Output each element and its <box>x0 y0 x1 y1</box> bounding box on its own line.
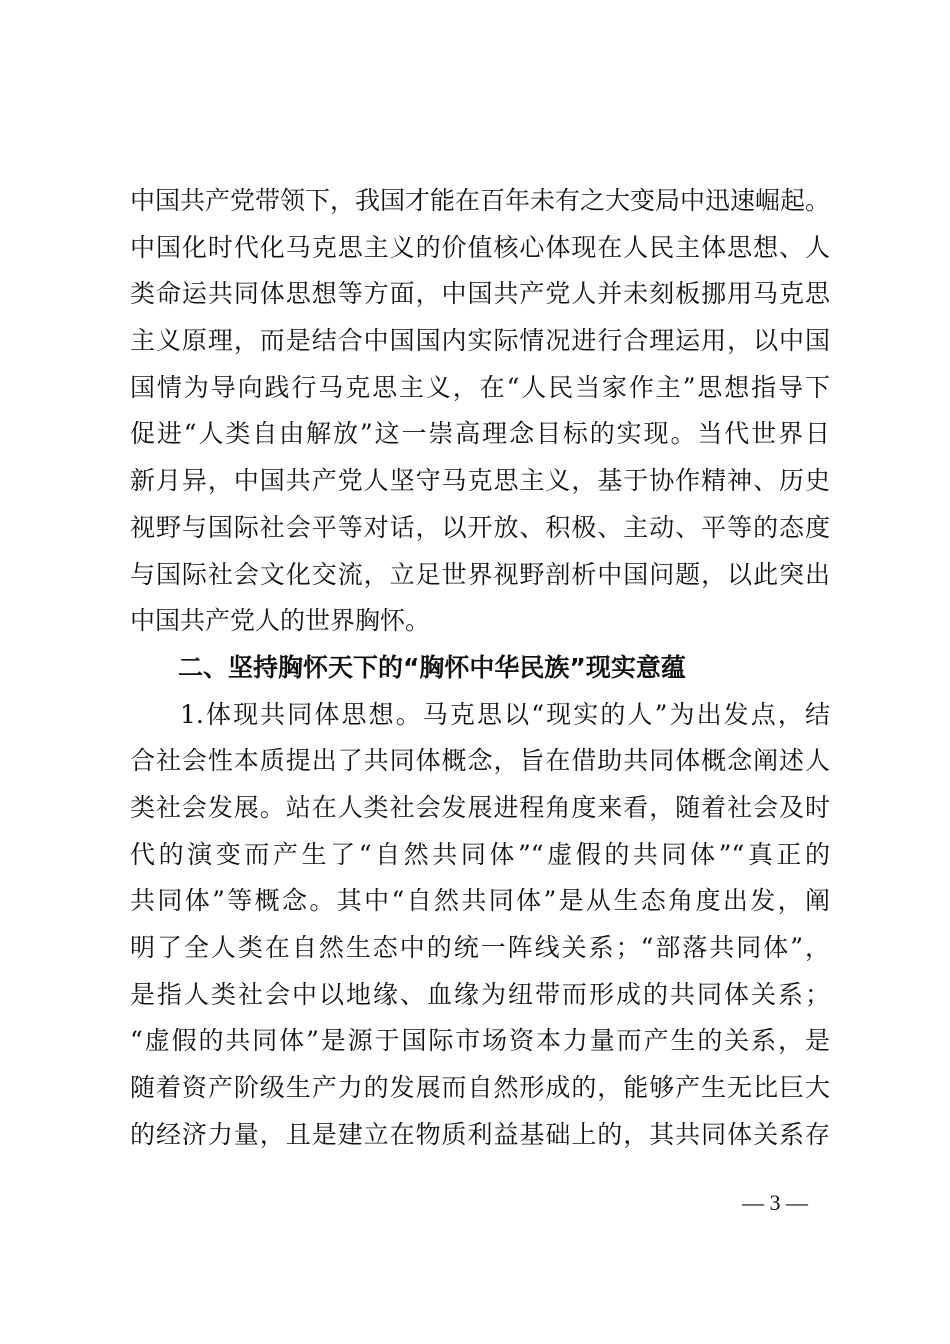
text-line: “虚假的共同体”是源于国际市场资本力量而产生的关系，是 <box>130 1026 830 1056</box>
text-line: 代的演变而产生了“自然共同体”“虚假的共同体”“真正的 <box>130 839 830 869</box>
text-line: 随着资产阶级生产力的发展而自然形成的，能够产生无比巨大 <box>130 1073 830 1103</box>
text-line: 共同体”等概念。其中“自然共同体”是从生态角度出发，阐 <box>130 886 830 916</box>
text-line: 新月异，中国共产党人坚守马克思主义，基于协作精神、历史 <box>130 466 830 496</box>
text-line: 类社会发展。站在人类社会发展进程角度来看，随着社会及时 <box>130 792 830 822</box>
text-line: 与国际社会文化交流，立足世界视野剖析中国问题，以此突出 <box>130 559 830 589</box>
text-line: 类命运共同体思想等方面，中国共产党人并未刻板挪用马克思 <box>130 279 830 309</box>
text-line: 促进“人类自由解放”这一崇高理念目标的实现。当代世界日 <box>130 419 830 449</box>
page-number: — 3 — <box>742 1190 808 1215</box>
text-line: 视野与国际社会平等对话，以开放、积极、主动、平等的态度 <box>130 512 830 542</box>
text-line: 主义原理，而是结合中国国内实际情况进行合理运用，以中国 <box>130 326 830 356</box>
text-line: 明了全人类在自然生态中的统一阵线关系；“部落共同体”， <box>130 933 830 962</box>
text-line: 中国共产党带领下，我国才能在百年未有之大变局中迅速崛起。 <box>130 186 831 215</box>
text-line: 中国共产党人的世界胸怀。 <box>130 606 431 636</box>
document-body <box>130 178 830 1158</box>
text-line: 是指人类社会中以地缘、血缘为纽带而形成的共同体关系； <box>130 979 830 1009</box>
section-heading: 二、坚持胸怀天下的“胸怀中华民族”现实意蕴 <box>178 652 686 682</box>
text-line: 1.体现共同体思想。马克思以“现实的人”为出发点，结 <box>180 699 830 729</box>
text-line: 国情为导向践行马克思主义，在“人民当家作主”思想指导下 <box>130 372 830 402</box>
text-line: 合社会性本质提出了共同体概念，旨在借助共同体概念阐述人 <box>130 746 830 776</box>
text-line: 的经济力量，且是建立在物质利益基础上的，其共同体关系存 <box>130 1119 830 1149</box>
text-line: 中国化时代化马克思主义的价值核心体现在人民主体思想、人 <box>130 232 830 262</box>
